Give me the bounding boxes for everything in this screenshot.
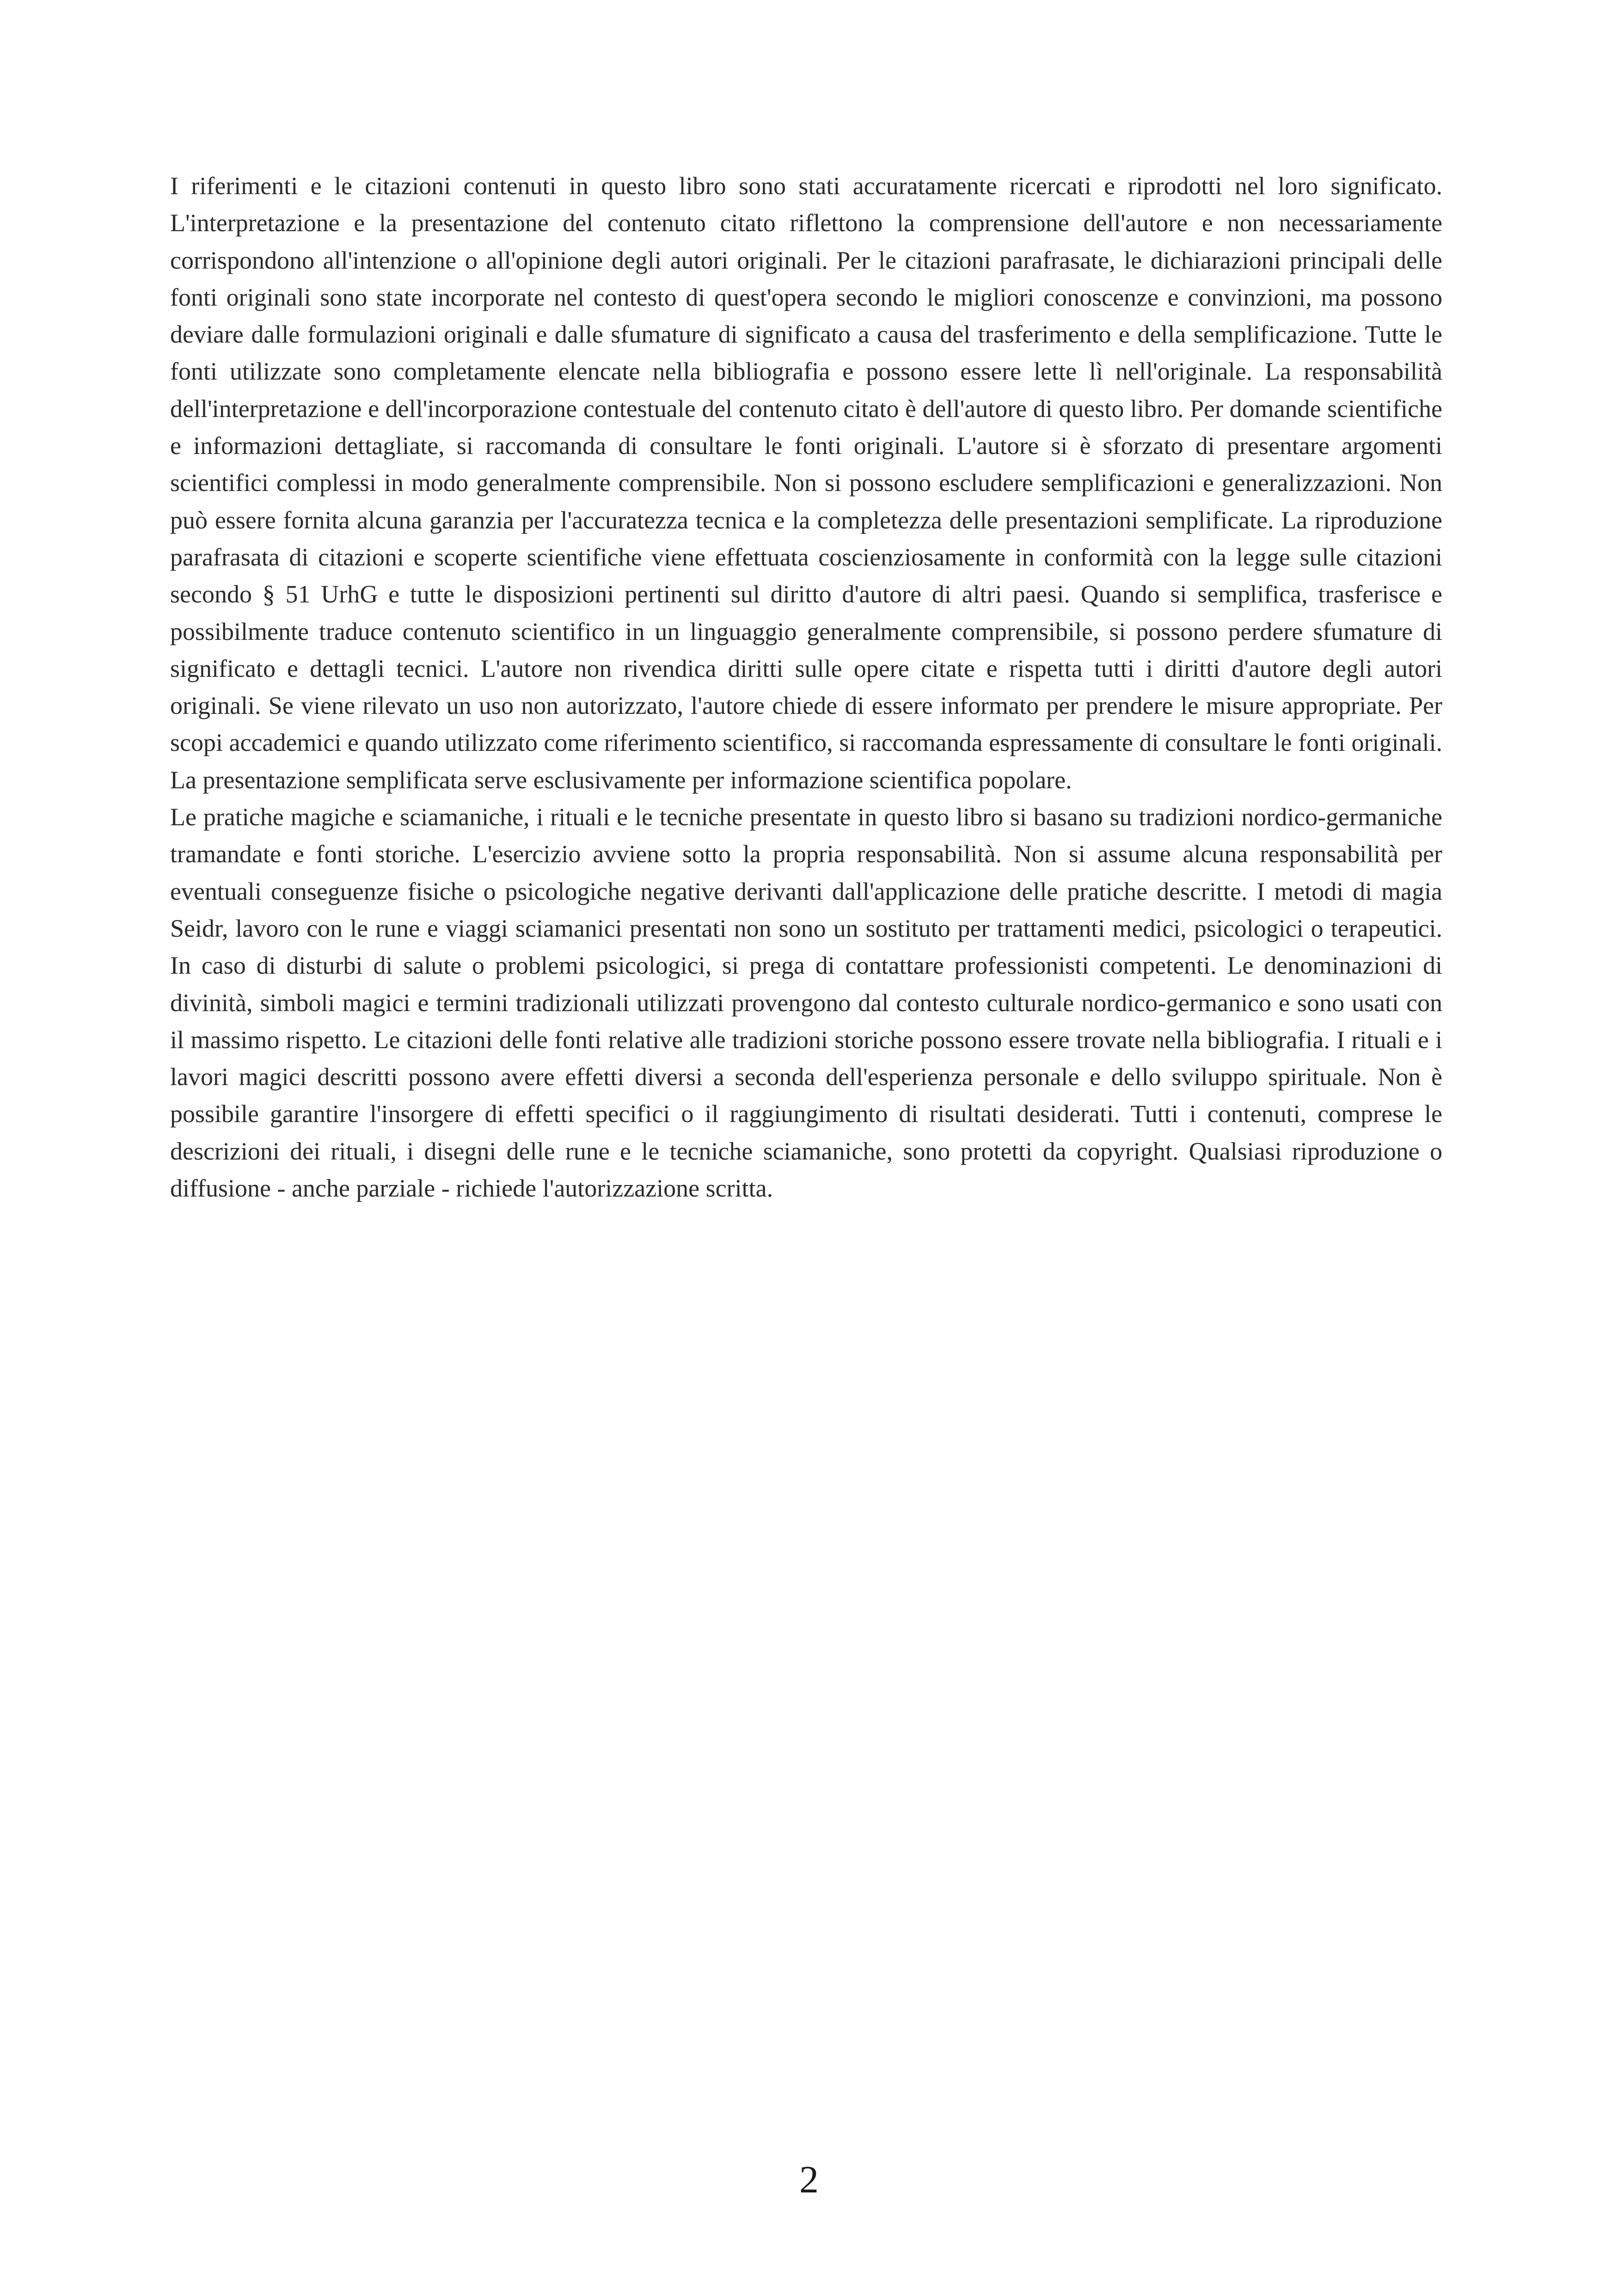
body-text [170,167,1442,1207]
paragraph-practices-disclaimer: Le pratiche magiche e sciamaniche, i rituali e le tecniche presentate in questo libro si basano su tradizioni nordico-germaniche tramandate e fonti storiche. L'esercizio avviene sotto la propria responsabilità. Non si assume alcuna responsabilità per eventuali conseguenze fisiche o psicologiche negative derivanti dall'applicazione delle pratiche descritte. I metodi di magia Seidr, lavoro con le rune e viaggi sciamanici presentati non sono un sostituto per trattamenti medici, psicologici o terapeutici. In caso di disturbi di salute o problemi psicologici, si prega di contattare professionisti competenti. Le denominazioni di divinità, simboli magici e termini tradizionali utilizzati provengono dal contesto culturale nordico-germanico e sono usati con il massimo rispetto. Le citazioni delle fonti relative alle tradizioni storiche possono essere trovate nella bibliografia. I rituali e i lavori magici descritti possono avere effetti diversi a seconda dell'esperienza personale e dello sviluppo spirituale. Non è possibile garantire l'insorgere di effetti specifici o il raggiungimento di risultati desiderati. Tutti i contenuti, comprese le descrizioni dei rituali, i disegni delle rune e le tecniche sciamaniche, sono protetti da copyright. Qualsiasi riproduzione o diffusione - anche parziale - richiede l'autorizzazione scritta. [170,803,1442,1203]
page-number: 2 [799,2158,819,2201]
paragraph-citations-disclaimer: I riferimenti e le citazioni contenuti in questo libro sono stati accuratamente ricercati e riprodotti nel loro significato. L'interpretazione e la presentazione del contenuto citato riflettono la comprensione dell'autore e non necessariamente corrispondono all'intenzione o all'opinione degli autori originali. Per le citazioni parafrasate, le dichiarazioni principali delle fonti originali sono state incorporate nel contesto di quest'opera secondo le migliori conoscenze e convinzioni, ma possono deviare dalle formulazioni originali e dalle sfumature di significato a causa del trasferimento e della semplificazione. Tutte le fonti utilizzate sono completamente elencate nella bibliografia e possono essere lette lì nell'originale. La responsabilità dell'interpretazione e dell'incorporazione contestuale del contenuto citato è dell'autore di questo libro. Per domande scientifiche e informazioni dettagliate, si raccomanda di consultare le fonti originali. L'autore si è sforzato di presentare argomenti scientifici complessi in modo generalmente comprensibile. Non si possono escludere semplificazioni e generalizzazioni. Non può essere fornita alcuna garanzia per l'accuratezza tecnica e la completezza delle presentazioni semplificate. La riproduzione parafrasata di citazioni e scoperte scientifiche viene effettuata coscienziosamente in conformità con la legge sulle citazioni secondo § 51 UrhG e tutte le disposizioni pertinenti sul diritto d'autore di altri paesi. Quando si semplifica, trasferisce e possibilmente traduce contenuto scientifico in un linguaggio generalmente comprensibile, si possono perdere sfumature di significato e dettagli tecnici. L'autore non rivendica diritti sulle opere citate e rispetta tutti i diritti d'autore degli autori originali. Se viene rilevato un uso non autorizzato, l'autore chiede di essere informato per prendere le misure appropriate. Per scopi accademici e quando utilizzato come riferimento scientifico, si raccomanda espressamente di consultare le fonti originali. La presentazione semplificata serve esclusivamente per informazione scientifica popolare. [170,172,1442,794]
